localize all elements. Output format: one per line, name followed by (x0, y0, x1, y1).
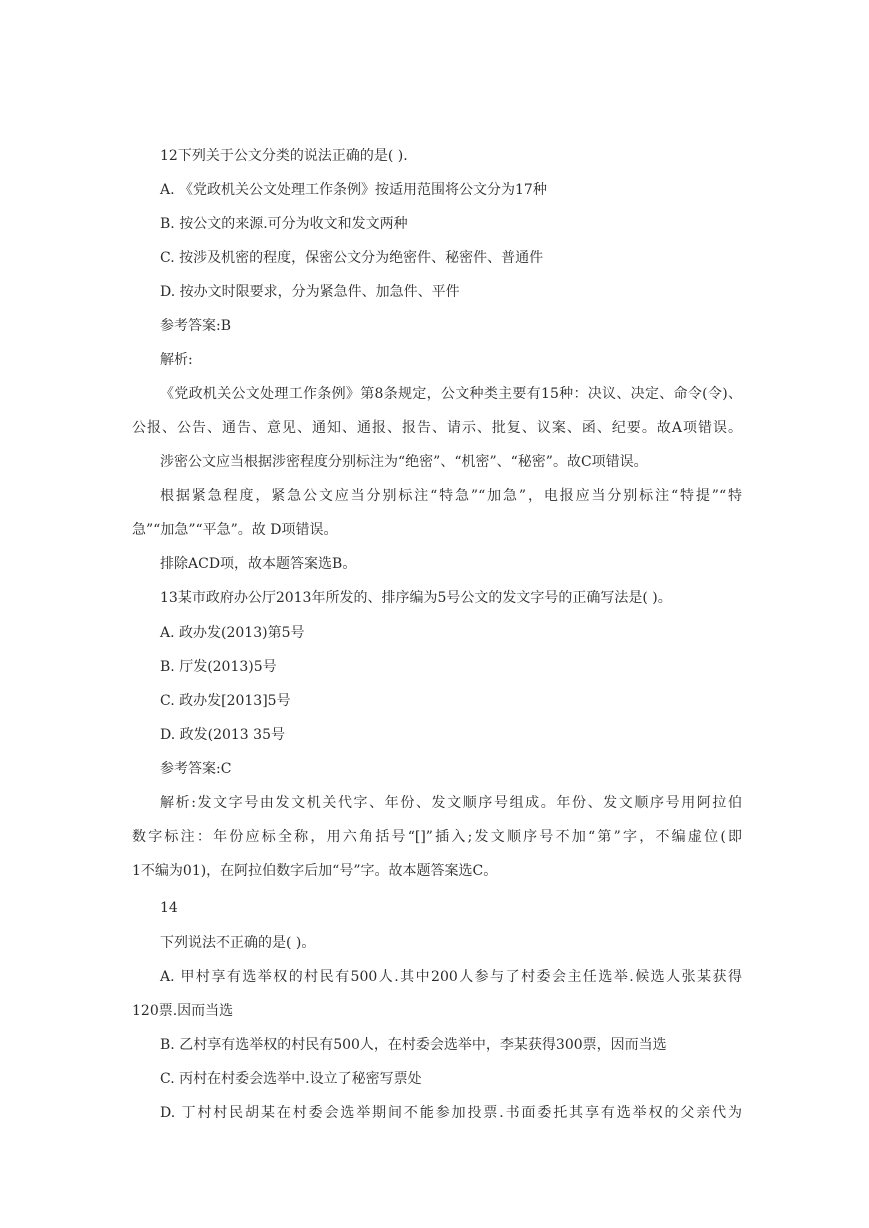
q14-number: 14 (160, 900, 178, 916)
q13-analysis-line-3: 1不编为01)，在阿拉伯数字后加“号”字。故本题答案选C。 (132, 863, 498, 879)
q13-option-d: D. 政发(2013 35号 (160, 727, 285, 743)
q13-option-b: B. 厅发(2013)5号 (160, 659, 277, 675)
q13-stem: 13某市政府办公厅2013年所发的、排序编为5号公文的发文字号的正确写法是( )。 (160, 590, 672, 606)
q12-analysis-label: 解析: (160, 352, 193, 368)
q12-analysis-line-5: 急”“加急”“平急”。故 D项错误。 (132, 522, 338, 538)
q14-option-d: D. 丁村村民胡某在村委会选举期间不能参加投票.书面委托其享有选举权的父亲代为 (160, 1105, 742, 1121)
q14-option-b: B. 乙村享有选举权的村民有500人，在村委会选举中，李某获得300票，因而当选 (160, 1037, 667, 1053)
q12-analysis-line-4: 根据紧急程度，紧急公文应当分别标注“特急”“加急”，电报应当分别标注“特提”“特 (160, 488, 742, 504)
q13-option-c: C. 政办发[2013]5号 (160, 693, 291, 709)
q13-option-a: A. 政办发(2013)第5号 (160, 625, 305, 641)
q14-option-a: A. 甲村享有选举权的村民有500人.其中200人参与了村委会主任选举.候选人张某获得 (160, 969, 742, 985)
q12-option-c: C. 按涉及机密的程度，保密公文分为绝密件、秘密件、普通件 (160, 250, 544, 266)
q12-option-b: B. 按公文的来源.可分为收文和发文两种 (160, 216, 408, 232)
q13-analysis-line-2: 数字标注：年份应标全称，用六角括号“[]”插入;发文顺序号不加“第”字，不编虚位(即 (132, 829, 742, 845)
q12-answer: 参考答案:B (160, 318, 232, 334)
q14-option-c: C. 丙村在村委会选举中.设立了秘密写票处 (160, 1071, 422, 1087)
q12-option-d: D. 按办文时限要求，分为紧急件、加急件、平件 (160, 284, 460, 300)
q13-answer: 参考答案:C (160, 761, 232, 777)
q12-stem: 12下列关于公文分类的说法正确的是( ). (160, 148, 408, 164)
q12-analysis-line-6: 排除ACD项，故本题答案选B。 (160, 556, 357, 572)
q14-option-a-cont: 120票.因而当选 (132, 1003, 234, 1019)
q13-analysis-line-1: 解析:发文字号由发文机关代字、年份、发文顺序号组成。年份、发文顺序号用阿拉伯 (160, 795, 742, 811)
q14-stem: 下列说法不正确的是( )。 (160, 935, 316, 951)
q12-option-a: A. 《党政机关公文处理工作条例》按适用范围将公文分为17种 (160, 182, 547, 198)
q12-analysis-line-2: 公报、公告、通告、意见、通知、通报、报告、请示、批复、议案、函、纪要。故A项错误。 (132, 420, 742, 436)
q12-analysis-line-1: 《党政机关公文处理工作条例》第8条规定，公文种类主要有15种：决议、决定、命令(令)、 (160, 386, 742, 402)
q12-analysis-line-3: 涉密公文应当根据涉密程度分别标注为“绝密”、“机密”、“秘密”。故C项错误。 (160, 454, 648, 470)
